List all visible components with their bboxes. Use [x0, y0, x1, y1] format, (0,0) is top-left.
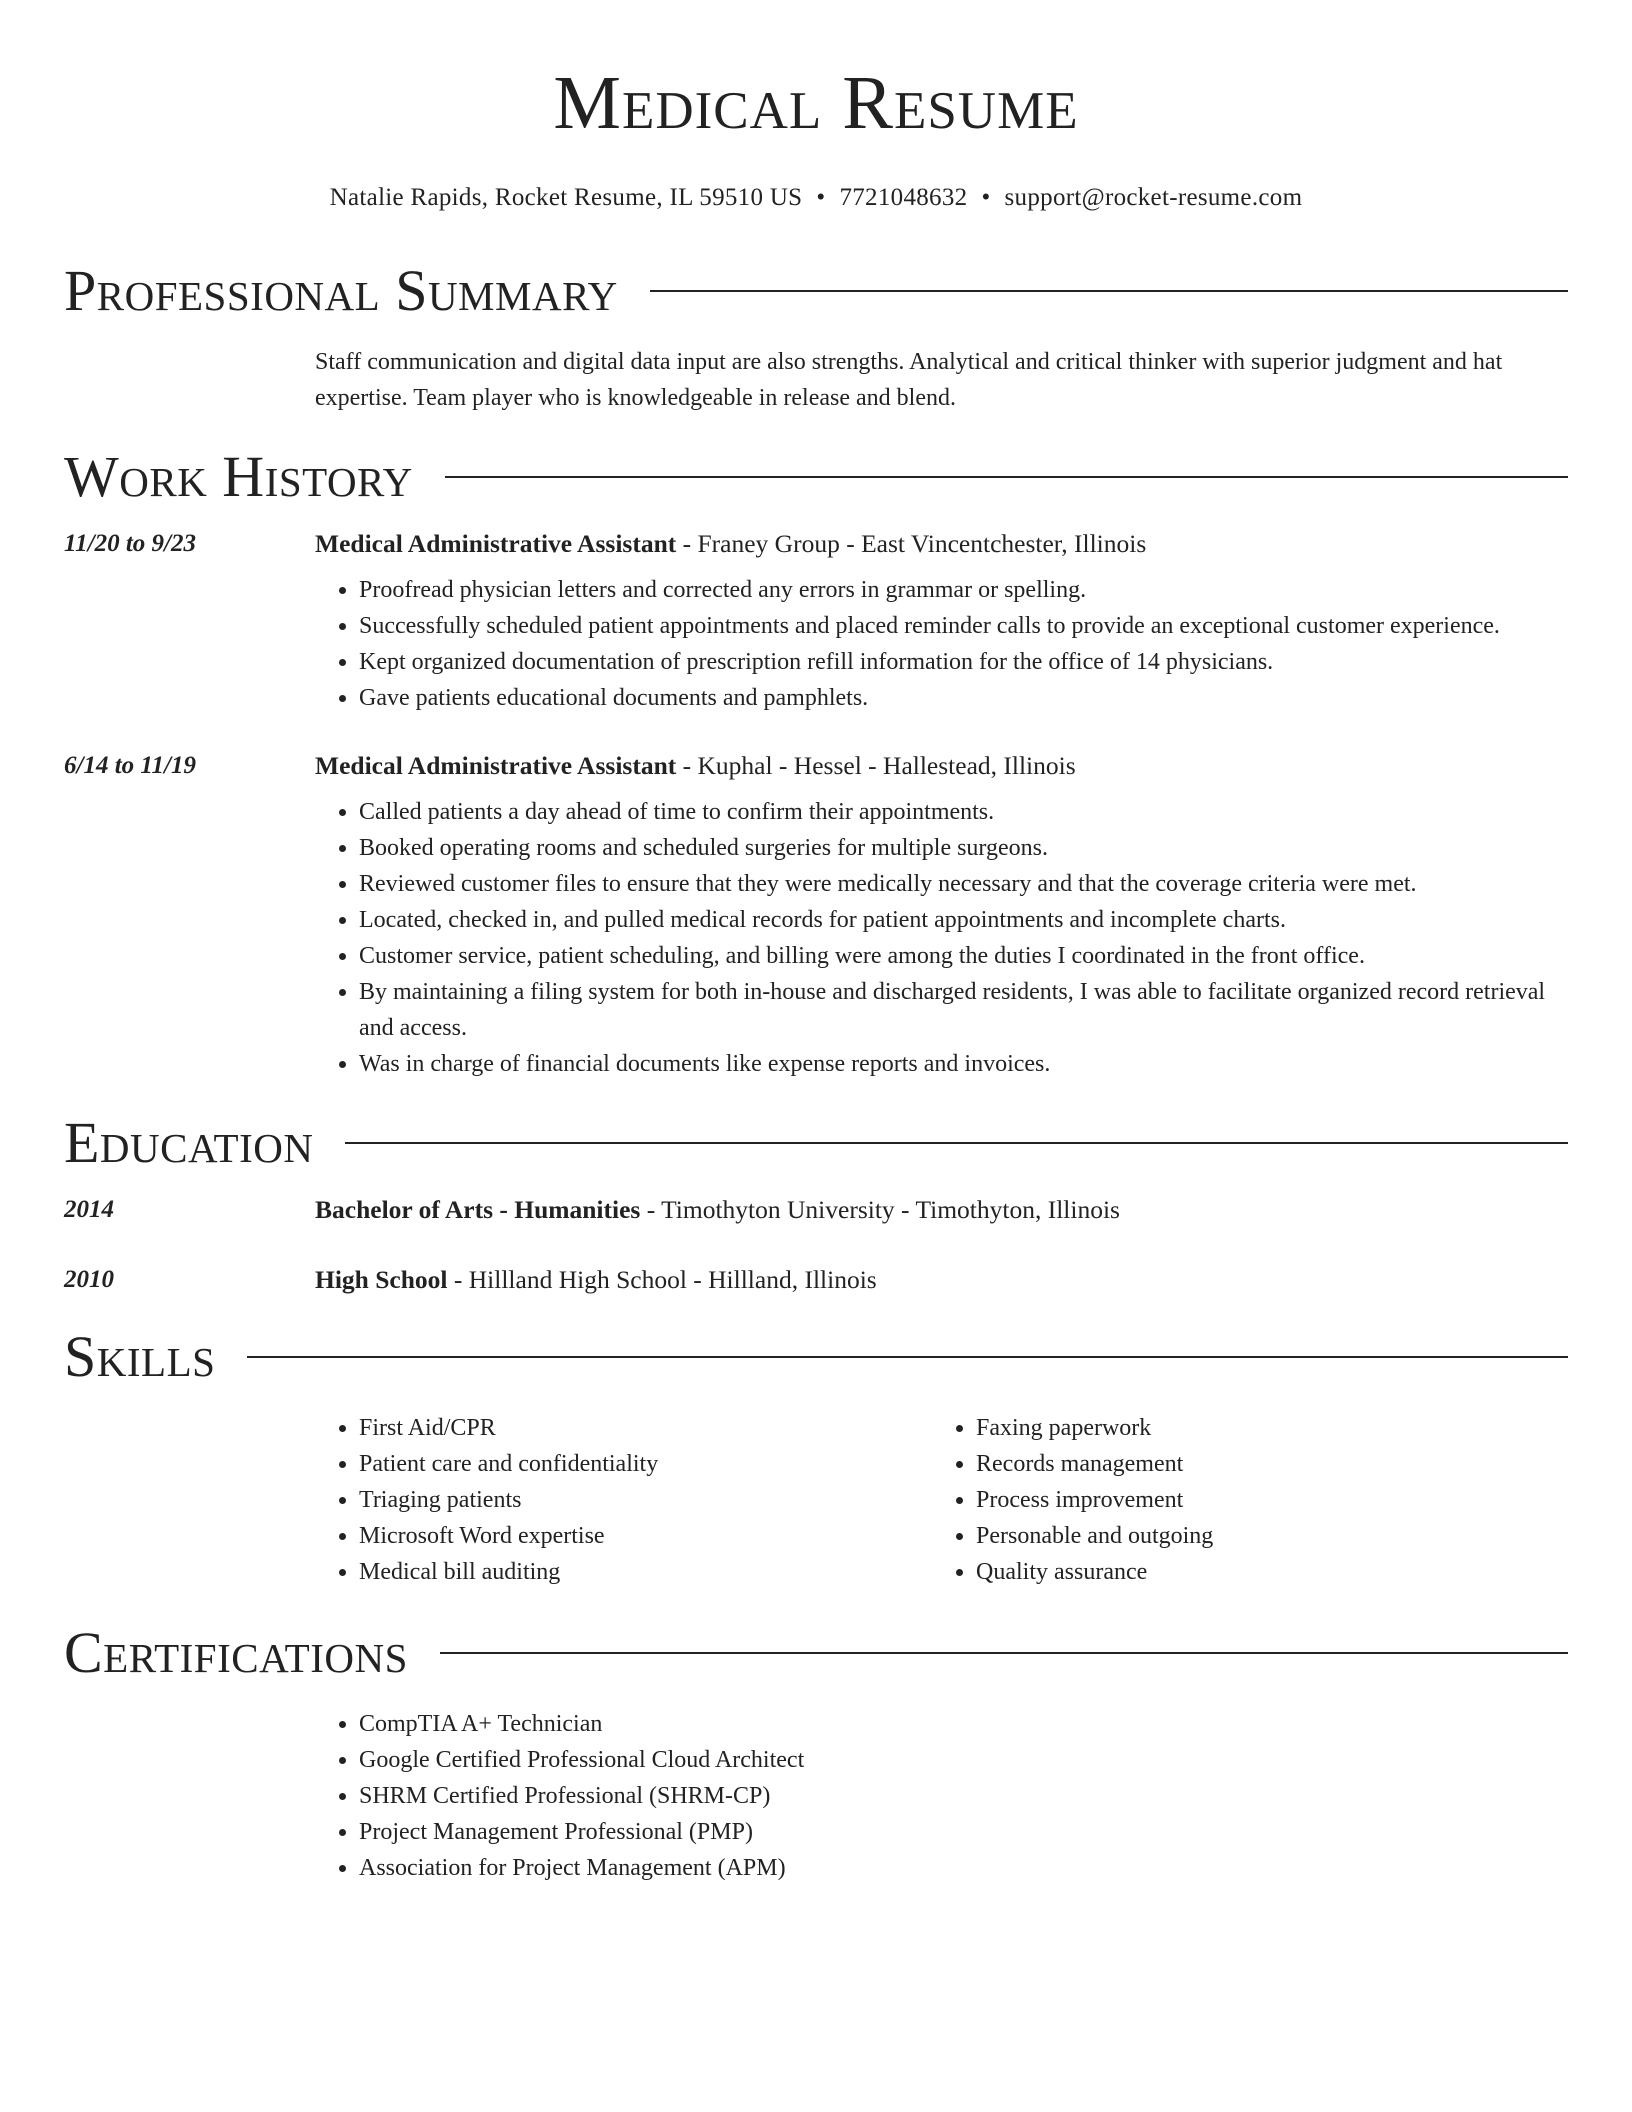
education-line [315, 1264, 1568, 1296]
job-bullet: • Proofread physician letters and corrected any errors in grammar or spelling. [359, 572, 1568, 608]
skill-item: • Personable and outgoing [976, 1518, 1213, 1554]
job-entry [64, 750, 1568, 1082]
skill-item: • First Aid/CPR [359, 1410, 932, 1446]
skills-list [315, 1410, 1568, 1590]
skill-item: • Medical bill auditing [359, 1554, 932, 1590]
job-bullet: • Successfully scheduled patient appointments and placed reminder calls to provide an exceptional customer experience. [359, 608, 1568, 644]
contact-email: support@rocket-resume.com [1004, 184, 1303, 211]
skill-item: • Faxing paperwork [976, 1410, 1213, 1446]
summary-section-header [64, 256, 1568, 326]
job-bullet: • Customer service, patient scheduling, and billing were among the duties I coordinated in the front office. [359, 938, 1568, 974]
certifications-section-header [64, 1618, 1568, 1688]
job-details: - Franey Group - East Vincentchester, Illinois [676, 529, 1147, 558]
education-year: 2014 [64, 1196, 114, 1223]
job-title: Medical Administrative Assistant [315, 529, 677, 558]
education-details: - Timothyton University - Timothyton, Illinois [640, 1195, 1120, 1224]
certifications-heading: Certifications [64, 1620, 408, 1685]
education-degree: High School [315, 1265, 448, 1294]
contact-separator: • [816, 184, 826, 211]
skill-item: • Quality assurance [976, 1554, 1213, 1590]
contact-line [64, 182, 1568, 214]
section-divider [440, 1652, 1568, 1654]
education-section-header [64, 1108, 1568, 1178]
education-details: - Hillland High School - Hillland, Illinois [447, 1265, 877, 1294]
section-divider [445, 476, 1568, 478]
contact-separator: • [981, 184, 991, 211]
job-bullet: • Gave patients educational documents and pamphlets. [359, 680, 1568, 716]
work-section-header [64, 442, 1568, 512]
job-details: - Kuphal - Hessel - Hallestead, Illinois [676, 751, 1076, 780]
education-degree: Bachelor of Arts - Humanities [315, 1195, 641, 1224]
education-year: 2010 [64, 1266, 114, 1293]
job-bullet: • By maintaining a filing system for both in-house and discharged residents, I was able to facilitate organized record retrieval and access. [359, 974, 1568, 1046]
contact-address: Natalie Rapids, Rocket Resume, IL 59510 US [329, 184, 803, 211]
job-bullet: • Reviewed customer files to ensure that they were medically necessary and that the coverage criteria were met. [359, 866, 1568, 902]
job-bullet: • Located, checked in, and pulled medical records for patient appointments and incomplete charts. [359, 902, 1568, 938]
certifications-list [64, 1706, 1568, 1886]
certification-item: • Association for Project Management (APM) [359, 1850, 1568, 1886]
certification-item: • SHRM Certified Professional (SHRM-CP) [359, 1778, 1568, 1814]
job-bullet: • Kept organized documentation of prescription refill information for the office of 14 physicians. [359, 644, 1568, 680]
section-divider [345, 1142, 1568, 1144]
skill-item: • Triaging patients [359, 1482, 932, 1518]
education-entry [64, 1264, 1568, 1296]
job-heading-line [315, 750, 1568, 782]
job-bullet: • Called patients a day ahead of time to confirm their appointments. [359, 794, 1568, 830]
job-entry [64, 528, 1568, 716]
skill-item: • Patient care and confidentiality [359, 1446, 932, 1482]
section-divider [650, 290, 1568, 292]
resume-title: Medical Resume [553, 61, 1079, 145]
job-title: Medical Administrative Assistant [315, 751, 677, 780]
certification-item: • Project Management Professional (PMP) [359, 1814, 1568, 1850]
summary-heading: Professional Summary [64, 258, 618, 323]
job-bullet: • Was in charge of financial documents like expense reports and invoices. [359, 1046, 1568, 1082]
skill-item: • Microsoft Word expertise [359, 1518, 932, 1554]
job-dates: 6/14 to 11/19 [64, 752, 196, 779]
job-bullets [315, 572, 1568, 716]
job-heading-line [315, 528, 1568, 560]
summary-text: Staff communication and digital data input are also strengths. Analytical and critical thinker with superior judgment and hat expertise. Team player who is knowledgeable in release and blend. [315, 349, 1503, 411]
skill-item: • Records management [976, 1446, 1213, 1482]
resume-page [64, 0, 1568, 1886]
skills-column-left [315, 1410, 932, 1590]
skills-section-header [64, 1322, 1568, 1392]
skills-heading: Skills [64, 1324, 216, 1389]
job-bullet: • Booked operating rooms and scheduled surgeries for multiple surgeons. [359, 830, 1568, 866]
contact-phone: 7721048632 [839, 184, 968, 211]
section-divider [247, 1356, 1568, 1358]
job-dates: 11/20 to 9/23 [64, 530, 196, 557]
education-line [315, 1194, 1568, 1226]
certification-item: • CompTIA A+ Technician [359, 1706, 1568, 1742]
certification-item: • Google Certified Professional Cloud Architect [359, 1742, 1568, 1778]
job-bullets [315, 794, 1568, 1082]
skill-item: • Process improvement [976, 1482, 1213, 1518]
skills-column-right [932, 1410, 1213, 1590]
work-heading: Work History [64, 444, 413, 509]
education-heading: Education [64, 1110, 314, 1175]
education-entry [64, 1194, 1568, 1226]
